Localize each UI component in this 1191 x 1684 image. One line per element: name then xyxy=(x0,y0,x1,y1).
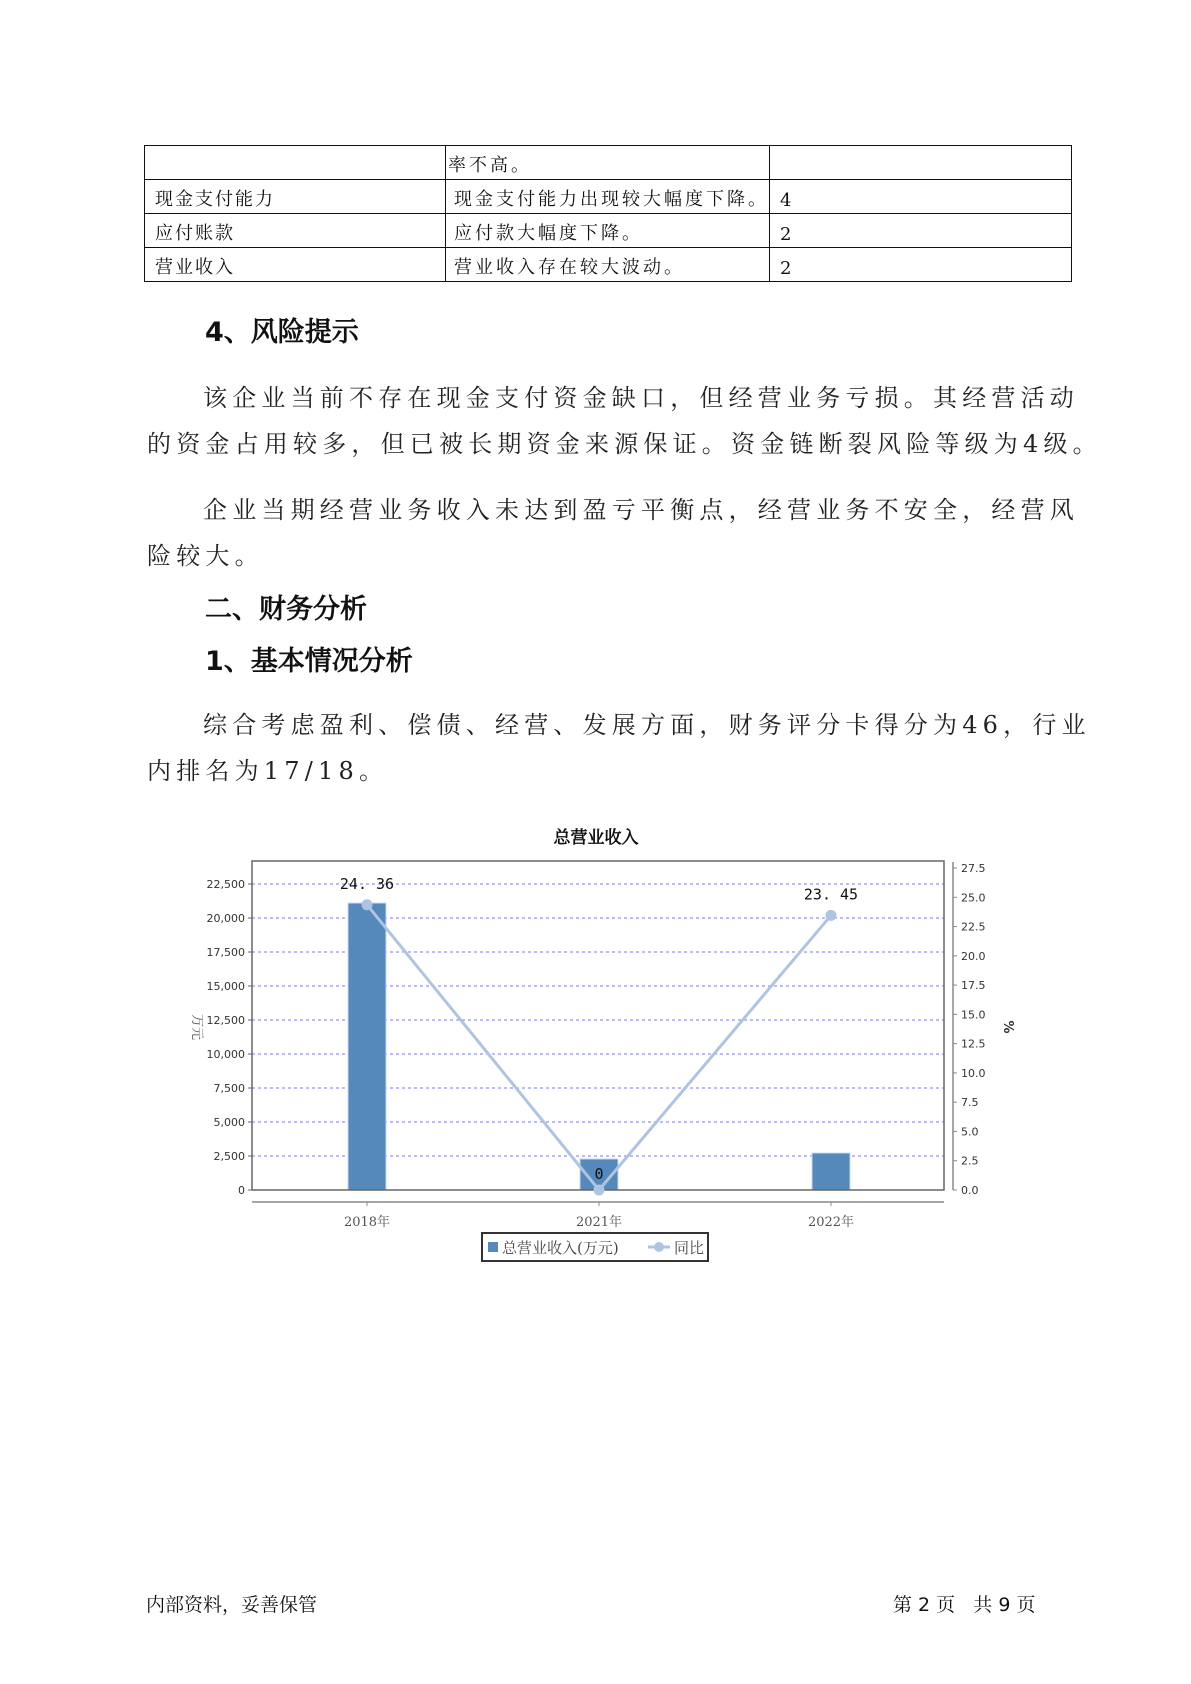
table-cell-item: 现金支付能力 xyxy=(145,180,446,214)
y-right-tick-label: 15.0 xyxy=(961,1008,986,1022)
y-right-tick-label: 25.0 xyxy=(961,891,986,905)
bar xyxy=(348,903,386,1190)
y-right-tick-label: 22.5 xyxy=(961,920,986,934)
table-cell-level: 2 xyxy=(770,248,1072,282)
paragraph-line: 企业当期经营业务收入未达到盈亏平衡点，经营业务不安全，经营风 xyxy=(203,496,1079,524)
y-tick-label: 0 xyxy=(238,1184,245,1197)
line-series xyxy=(362,899,837,1195)
y-right-tick-label: 10.0 xyxy=(961,1066,986,1080)
y-right-tick-label: 12.5 xyxy=(961,1037,986,1051)
bar xyxy=(812,1153,850,1190)
footer-confidential: 内部资料，妥善保管 xyxy=(146,1594,318,1616)
data-label: 23. 45 xyxy=(803,885,859,904)
legend-bar-swatch xyxy=(488,1242,498,1252)
bar-series xyxy=(348,903,850,1190)
paragraph-line: 的资金占用较多，但已被长期资金来源保证。资金链断裂风险等级为4级。 xyxy=(147,430,1102,458)
yoy-line xyxy=(367,905,831,1190)
paragraph-line: 险较大。 xyxy=(147,542,264,570)
paragraph-line: 该企业当前不存在现金支付资金缺口，但经营业务亏损。其经营活动 xyxy=(203,384,1079,412)
x-tick-label: 2018年 xyxy=(343,1215,391,1230)
x-tick-label: 2022年 xyxy=(807,1215,855,1230)
footer-page-number: 第 2 页 共 9 页 xyxy=(893,1594,1036,1616)
paragraph-line: 综合考虑盈利、偿债、经营、发展方面，财务评分卡得分为46，行业 xyxy=(203,711,1091,739)
y-tick-label: 2,500 xyxy=(213,1150,245,1163)
table-cell-level: 2 xyxy=(770,214,1072,248)
x-tick-label: 2021年 xyxy=(575,1215,623,1230)
table-cell-item: 营业收入 xyxy=(145,248,446,282)
y-tick-label: 12,500 xyxy=(206,1014,245,1027)
y-right-tick-label: 0.0 xyxy=(961,1184,979,1197)
legend-label-yoy: 同比 xyxy=(674,1239,705,1257)
table-cell-description: 率不高。 xyxy=(446,146,770,180)
y-tick-label: 7,500 xyxy=(213,1082,245,1095)
chart-title: 总营业收入 xyxy=(553,828,639,848)
y-right-tick-label: 5.0 xyxy=(961,1125,979,1139)
y-axis-right-label: % xyxy=(1000,1020,1015,1034)
chart-labels xyxy=(340,875,858,1183)
y-axis-label: 万元 xyxy=(189,1013,204,1041)
table-cell-description: 应付款大幅度下降。 xyxy=(446,214,770,248)
data-label: 0 xyxy=(594,1165,604,1183)
y-tick-label: 17,500 xyxy=(206,946,245,959)
y-right-tick-label: 20.0 xyxy=(961,949,986,963)
y-right-tick-label: 2.5 xyxy=(961,1154,979,1168)
y-right-tick-label: 27.5 xyxy=(961,862,986,875)
risk-heading: 4、风险提示 xyxy=(205,317,359,348)
y-tick-label: 10,000 xyxy=(206,1048,245,1061)
legend-label-revenue: 总营业收入(万元) xyxy=(502,1239,619,1257)
y-tick-label: 15,000 xyxy=(206,980,245,993)
y-tick-label: 22,500 xyxy=(206,878,245,891)
table-cell-description: 营业收入存在较大波动。 xyxy=(446,248,770,282)
table-cell-level: 4 xyxy=(770,180,1072,214)
yoy-point xyxy=(362,899,373,910)
paragraph-line: 内排名为17/18。 xyxy=(147,757,389,785)
y-tick-label: 5,000 xyxy=(213,1116,245,1129)
legend-line-marker xyxy=(654,1242,664,1252)
table-cell-description: 现金支付能力出现较大幅度下降。 xyxy=(446,180,770,214)
chart-legend xyxy=(482,1233,708,1261)
y-tick-label: 20,000 xyxy=(206,912,245,925)
y-right-tick-label: 7.5 xyxy=(961,1096,979,1110)
yoy-point xyxy=(594,1185,605,1196)
table-cell-item: 应付账款 xyxy=(145,214,446,248)
basic-analysis-heading: 1、基本情况分析 xyxy=(205,646,413,677)
yoy-point xyxy=(826,910,837,921)
finance-heading: 二、财务分析 xyxy=(205,594,367,625)
data-label: 24. 36 xyxy=(339,874,395,893)
y-right-tick-label: 17.5 xyxy=(961,979,986,993)
